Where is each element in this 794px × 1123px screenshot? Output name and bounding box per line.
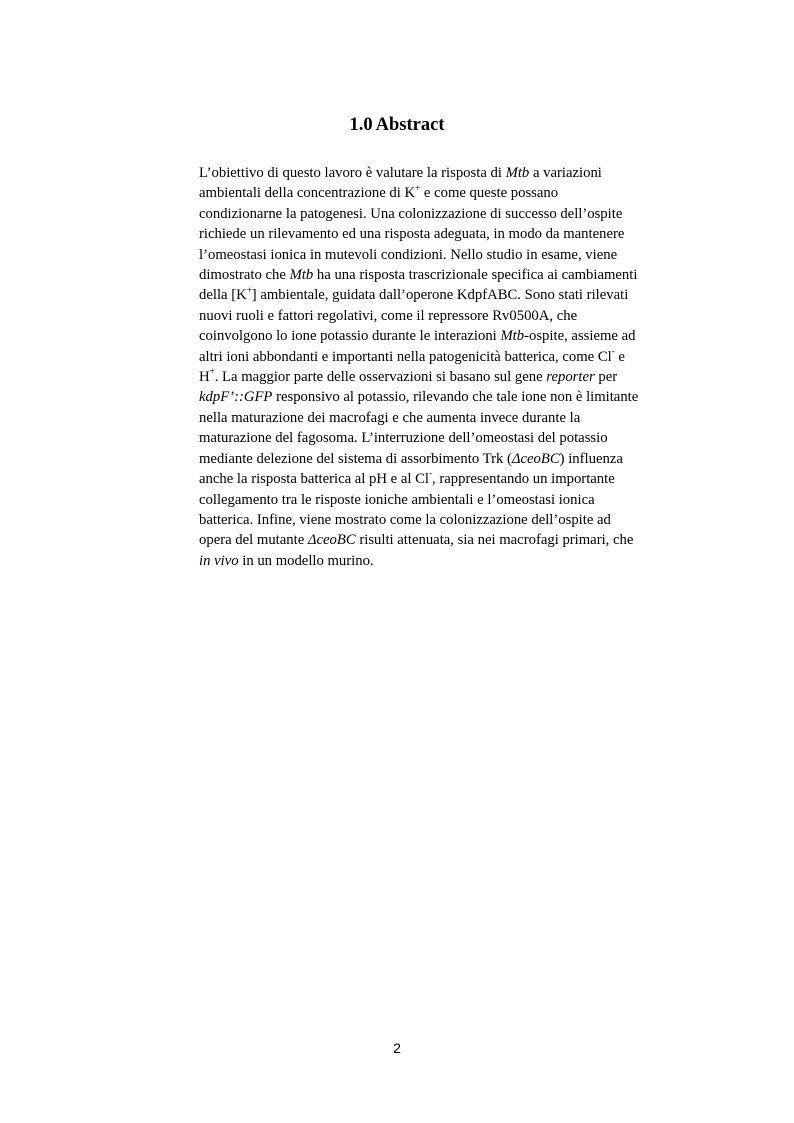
italic-term: reporter: [546, 369, 595, 386]
text-line: [199, 347, 679, 367]
text-run: e come queste possano: [420, 185, 559, 202]
italic-term: in vivo: [199, 552, 239, 569]
text-line: nella maturazione dei macrofagi e che aumenta invece durante la: [199, 409, 581, 426]
text-line: [199, 285, 679, 305]
section-number: 1.0: [349, 115, 373, 135]
italic-term: ΔceoBC: [307, 532, 356, 549]
italic-term: Mtb: [505, 165, 530, 181]
superscript: -: [429, 468, 433, 479]
text-run: ha una risposta trascrizionale specifica ai cambiamenti: [313, 267, 638, 284]
superscript: +: [209, 366, 215, 377]
text-line: collegamento tra le risposte ioniche ambientali e l’omeostasi ionica: [199, 491, 595, 508]
italic-term: ΔceoBC: [511, 450, 560, 467]
text-run: . La maggior parte delle osservazioni si basano sul gene: [214, 369, 547, 386]
superscript: +: [246, 284, 252, 295]
text-line: l’omeostasi ionica in mutevoli condizioni. Nello studio in esame, viene: [199, 246, 618, 263]
text-line: richiede un rilevamento ed una risposta adeguata, in modo da mantenere: [199, 226, 625, 243]
text-line: [199, 530, 679, 550]
text-run: -ospite, assieme ad: [524, 328, 636, 345]
italic-term: Mtb: [289, 267, 314, 284]
text-line: nuovi ruoli e fattori regolativi, come il repressore Rv0500A, che: [199, 307, 578, 324]
text-line: [199, 163, 679, 183]
text-run: anche la risposta batterica al pH e al Cl: [199, 471, 430, 488]
text-line: maturazione del fagosoma. L’interruzione dell’omeostasi del potassio: [199, 430, 608, 447]
text-run: in un modello murino.: [238, 552, 374, 569]
text-run: ) influenza: [559, 450, 623, 467]
italic-term: kdpF’::GFP: [199, 389, 273, 406]
superscript: +: [415, 182, 421, 193]
text-run: L’obiettivo di questo lavoro è valutare la risposta di: [199, 165, 506, 181]
text-run: per: [594, 369, 618, 386]
text-run: H: [199, 369, 210, 386]
text-run: della [K: [199, 287, 247, 304]
text-line: [199, 449, 679, 469]
text-line: [199, 326, 679, 346]
text-run: dimostrato che: [199, 267, 290, 284]
text-run: ambientali della concentrazione di K: [199, 185, 416, 202]
superscript: -: [611, 345, 615, 356]
text-run: mediante delezione del sistema di assorbimento Trk (: [199, 450, 512, 467]
text-line: condizionarne la patogenesi. Una colonizzazione di successo dell’ospite: [199, 205, 623, 222]
italic-term: Mtb: [500, 328, 525, 345]
text-run: coinvolgono lo ione potassio durante le interazioni: [199, 328, 501, 345]
text-run: responsivo al potassio, rilevando che tale ione non è limitante: [272, 389, 639, 406]
text-run: opera del mutante: [199, 532, 308, 549]
text-run: a variazioni: [529, 165, 602, 181]
text-line: batterica. Infine, viene mostrato come la colonizzazione dell’ospite ad: [199, 511, 611, 528]
section-title: Abstract: [375, 115, 445, 135]
section-heading: [0, 115, 794, 136]
text-line: [199, 551, 679, 571]
text-run: e: [614, 348, 625, 365]
abstract-paragraph: [199, 163, 679, 571]
text-run: risulti attenuata, sia nei macrofagi primari, che: [355, 532, 634, 549]
text-run: ] ambientale, guidata dall’operone KdpfABC. Sono stati rilevati: [251, 287, 629, 304]
page-number: 2: [393, 1040, 401, 1056]
text-run: altri ioni abbondanti e importanti nella patogenicità batterica, come Cl: [199, 348, 612, 365]
text-line: [199, 469, 679, 489]
text-run: , rappresentando un importante: [432, 471, 615, 488]
text-line: [199, 367, 679, 387]
text-line: [199, 265, 679, 285]
text-line: [199, 183, 679, 203]
text-line: [199, 387, 679, 407]
